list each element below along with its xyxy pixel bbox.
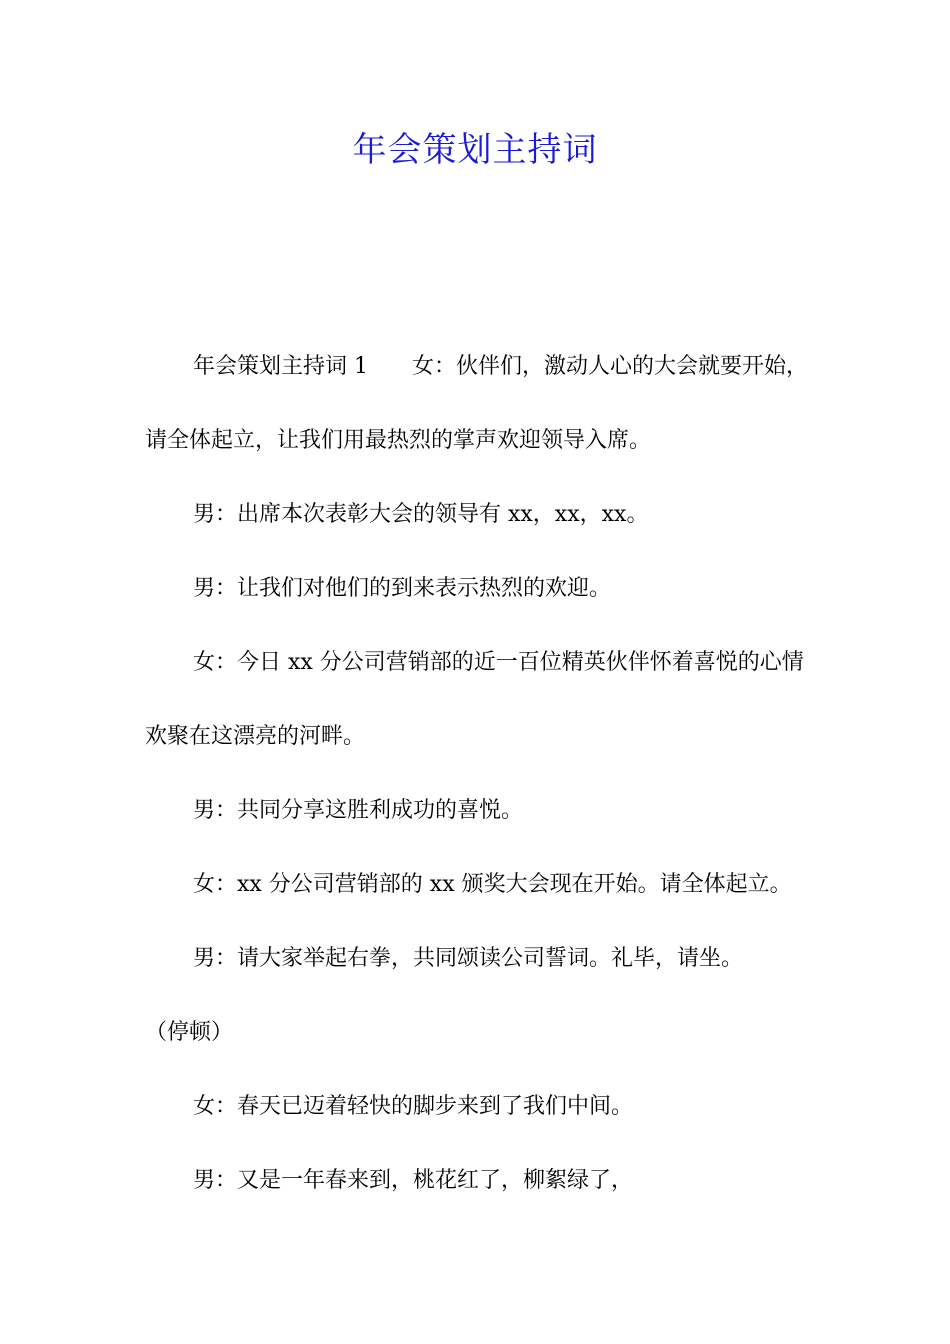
document-title: 年会策划主持词 <box>352 130 598 170</box>
paragraph-text: 男：又是一年春来到，桃花红了，柳絮绿了， <box>193 1168 634 1193</box>
paragraph-text: 男：让我们对他们的到来表示热烈的欢迎。 <box>193 576 612 601</box>
paragraph-text: 男：出席本次表彰大会的领导有 xx，xx，xx。 <box>193 502 649 527</box>
paragraph-2 <box>145 478 825 552</box>
paragraph-text: 女：今日 xx 分公司营销部的近一百位精英伙伴怀着喜悦的心情欢聚在这漂亮的河畔。 <box>145 650 804 749</box>
paragraph-5 <box>145 774 825 848</box>
paragraph-lead: 年会策划主持词 1 <box>193 354 368 379</box>
paragraph-text: 女：伙伴们，激动人心的大会就要开始，请全体起立，让我们用最热烈的掌声欢迎领导入席。 <box>145 354 809 453</box>
document-body <box>145 330 825 1218</box>
paragraph-text: 男：共同分享这胜利成功的喜悦。 <box>193 798 524 823</box>
paragraph-10 <box>145 1144 825 1218</box>
paragraph-7 <box>145 922 825 996</box>
paragraph-3 <box>145 552 825 626</box>
paragraph-text: （停顿） <box>145 1020 234 1045</box>
paragraph-4 <box>145 626 825 774</box>
paragraph-9 <box>145 1070 825 1144</box>
paragraph-1 <box>145 330 825 478</box>
paragraph-text: 男：请大家举起右拳，共同颂读公司誓词。礼毕，请坐。 <box>193 946 744 971</box>
paragraph-text: 女：xx 分公司营销部的 xx 颁奖大会现在开始。请全体起立。 <box>193 872 792 897</box>
paragraph-text: 女：春天已迈着轻快的脚步来到了我们中间。 <box>193 1094 634 1119</box>
paragraph-6 <box>145 848 825 922</box>
paragraph-8 <box>145 996 825 1070</box>
